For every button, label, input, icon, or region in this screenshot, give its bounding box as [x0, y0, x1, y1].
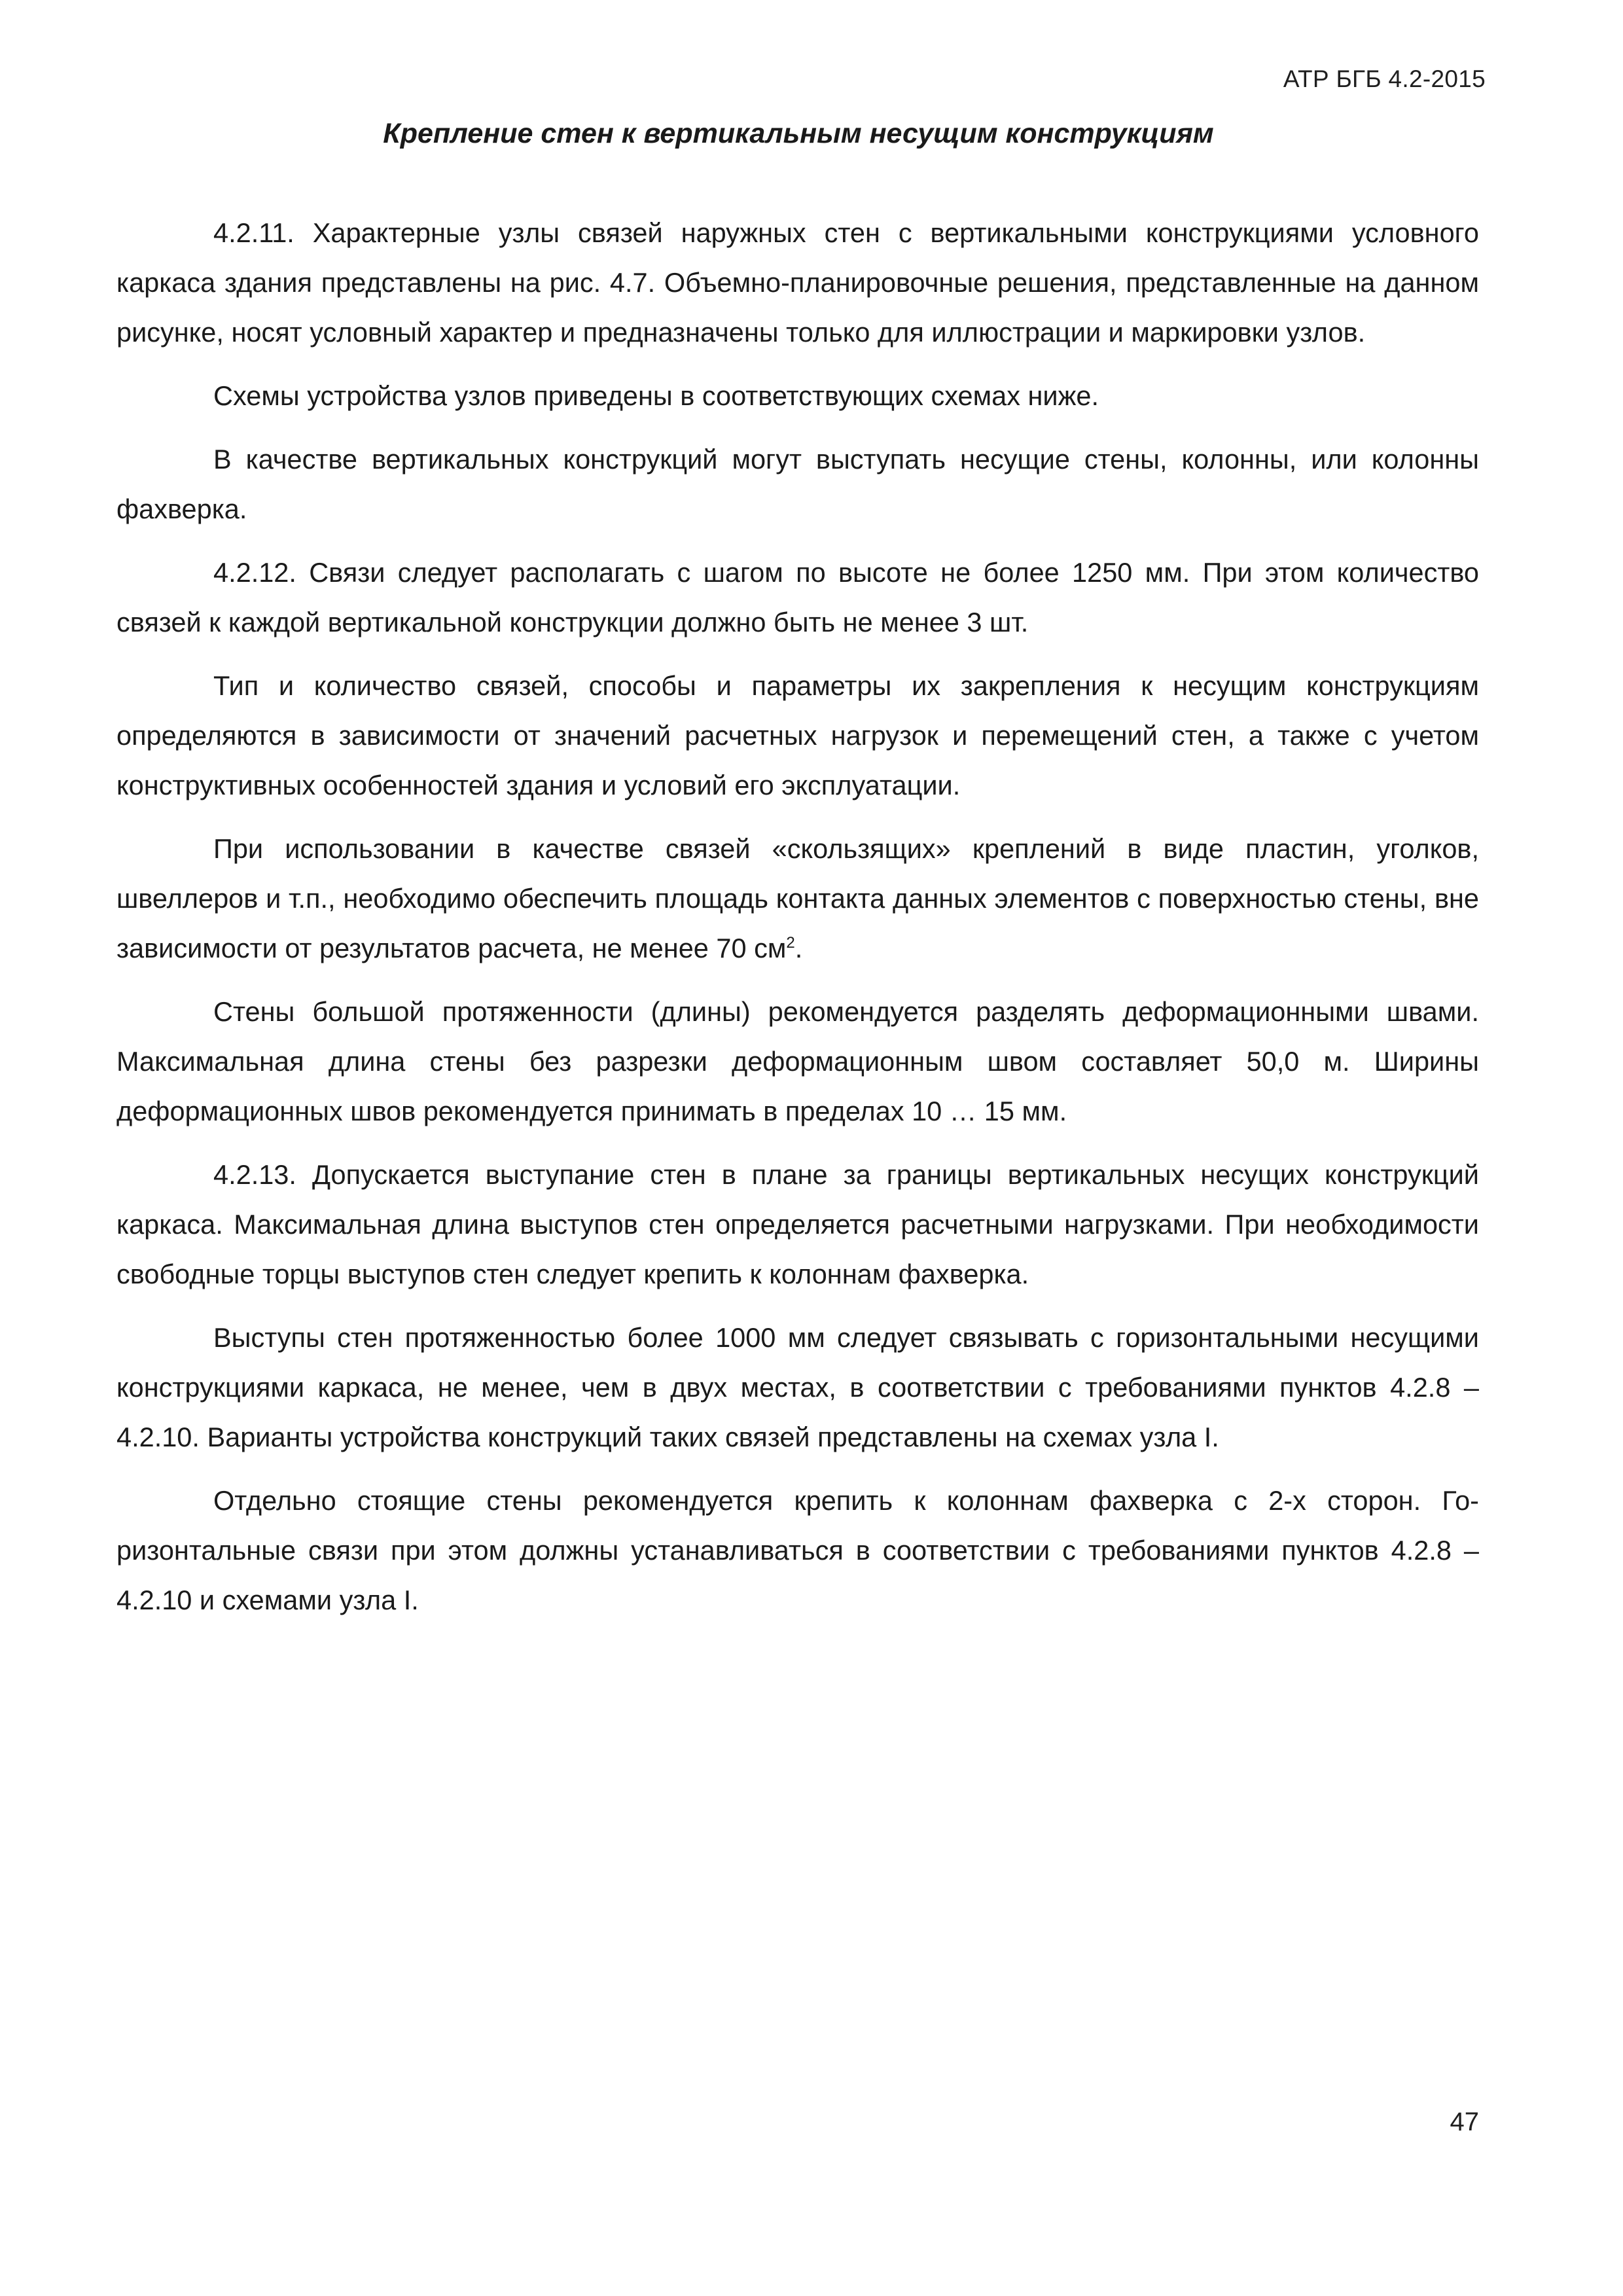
paragraph-wall-projections: Выступы стен протяженностью более 1000 мм следует связывать с горизонтальными несущими конструкциями каркаса, не менее, чем в двух местах, в соответствии с требованиями пунктов 4.2.8 – 4.2.10. Варианты устройства конструкций таких связей представлены на схемах узла I. — [116, 1322, 1479, 1452]
page-number: 47 — [1450, 2108, 1479, 2136]
paragraph-tie-types: Тип и количество связей, способы и параметры их закрепления к несущим конструкциям определяются в зависимости от значений расчетных нагрузок и перемещений стен, а также с учетом конструктивных особенностей здания и условий его эксплуатации. — [116, 670, 1479, 800]
sliding-fixings-period: . — [794, 933, 803, 963]
section-title: Крепление стен к вертикальным несущим конструкциям — [383, 118, 1214, 149]
paragraph-sliding-fixings — [116, 824, 1479, 973]
sliding-fixings-text: При использовании в качестве связей «скользящих» креплений в виде пластин, уголков, швеллеров и т.п., необходимо обеспечить площадь контакта данных элементов с поверхностью стены, вне зависимости от результатов расчета, не менее 70 см — [116, 833, 1479, 963]
document-code: АТР БГБ 4.2-2015 — [1283, 65, 1486, 92]
area-unit-superscript: 2 — [786, 934, 795, 952]
paragraph-long-walls: Стены большой протяженности (длины) рекомендуется разделять деформационными швами. Максимальная длина стены без разрезки деформационным швом составляет 50,0 м. Ширины деформационных швов рекомендуется принимать в пределах 10 … 15 мм. — [116, 996, 1479, 1126]
paragraph-4-2-13: 4.2.13. Допускается выступание стен в плане за границы вертикальных несущих конструкций каркаса. Максимальная длина выступов стен определяется расчетными нагрузками. При необходимости свободные торцы выступов стен следует крепить к колоннам фахверка. — [116, 1159, 1479, 1289]
paragraph-4-2-12: 4.2.12. Связи следует располагать с шагом по высоте не более 1250 мм. При этом количество связей к каждой вертикальной конструкции должно быть не менее 3 шт. — [116, 557, 1479, 637]
paragraph-freestanding-walls: Отдельно стоящие стены рекомендуется крепить к колоннам фахверка с 2-х сторон. Горизонтальные связи при этом должны устанавливаться в соответствии с требованиями пунктов 4.2.8 – 4.2.10 и схемами узла I. — [116, 1485, 1479, 1615]
paragraph-4-2-11: 4.2.11. Характерные узлы связей наружных стен с вертикальными конструкциями условного каркаса здания представлены на рис. 4.7. Объемно-планировочные решения, представленные на данном рисунке, носят условный характер и предназначены только для иллюстрации и маркировки узлов. — [116, 217, 1479, 348]
paragraph-node-schemes: Схемы устройства узлов приведены в соответствующих схемах ниже. — [213, 380, 1099, 411]
paragraph-vertical-structures: В качестве вертикальных конструкций могут выступать несущие стены, колонны, или колонны фахверка. — [116, 444, 1479, 524]
body-text — [116, 208, 1479, 1639]
